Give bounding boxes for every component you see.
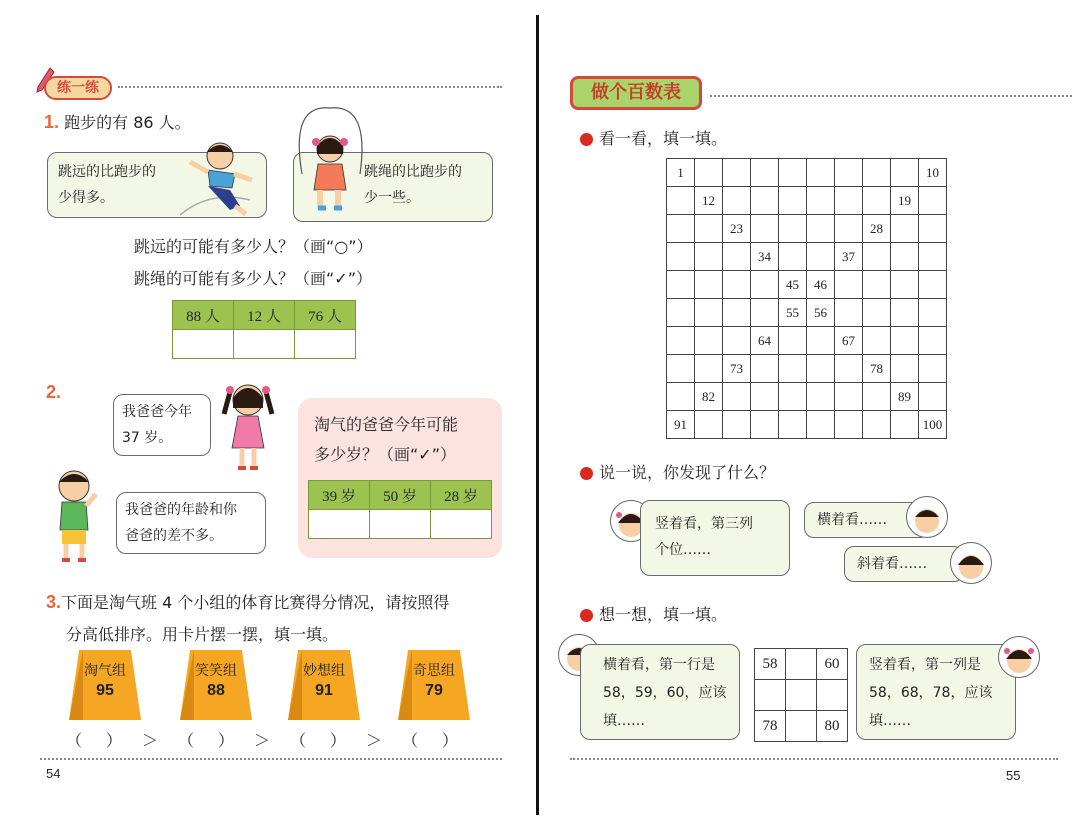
grid-cell: 56	[807, 299, 835, 327]
bubble-line: 我爸爸的年龄和你	[125, 502, 237, 518]
mini-grid-cell: 80	[817, 711, 848, 742]
grid-cell[interactable]	[723, 243, 751, 271]
mini-number-grid	[754, 648, 848, 742]
grid-row	[667, 327, 947, 355]
grid-cell[interactable]	[891, 243, 919, 271]
subheading-text: 看一看，填一填。	[599, 129, 728, 148]
mini-grid-row	[755, 711, 848, 742]
speech-bubble-vertical	[640, 500, 790, 576]
grid-cell[interactable]	[695, 271, 723, 299]
score-card[interactable]	[180, 650, 252, 720]
grid-cell[interactable]	[667, 299, 695, 327]
section-tag: 练一练	[44, 76, 112, 100]
grid-cell[interactable]	[723, 271, 751, 299]
paren-open: （	[178, 731, 195, 750]
grid-row	[667, 215, 947, 243]
mini-grid-cell[interactable]	[817, 680, 848, 711]
grid-cell[interactable]	[919, 383, 947, 411]
card-score: 88	[207, 682, 225, 699]
grid-cell[interactable]	[667, 327, 695, 355]
option-39: 39 岁	[309, 481, 370, 510]
grid-cell[interactable]	[807, 411, 835, 439]
paren-open: （	[290, 731, 307, 750]
subheading-discover	[580, 462, 775, 484]
grid-cell[interactable]	[919, 271, 947, 299]
option-28: 28 岁	[431, 481, 492, 510]
grid-row	[667, 383, 947, 411]
page-title: 做个百数表	[570, 76, 702, 110]
grid-cell[interactable]	[723, 159, 751, 187]
grid-cell[interactable]	[667, 215, 695, 243]
grid-row	[667, 159, 947, 187]
grid-cell[interactable]	[751, 299, 779, 327]
grid-cell[interactable]	[891, 271, 919, 299]
hundred-chart	[666, 158, 947, 439]
bubble-line: 58，59，60，应该	[603, 685, 727, 701]
subheading-look-fill	[580, 128, 727, 150]
grid-cell[interactable]	[863, 327, 891, 355]
grid-row	[667, 187, 947, 215]
subheading-think-fill	[580, 604, 727, 626]
bubble-line: 竖着看，第三列	[655, 516, 753, 532]
greater-than: ＞	[254, 731, 271, 750]
answer-cell[interactable]	[234, 330, 295, 359]
grid-cell: 64	[751, 327, 779, 355]
score-card[interactable]	[398, 650, 470, 720]
grid-cell[interactable]	[695, 299, 723, 327]
grid-cell[interactable]	[779, 187, 807, 215]
grid-cell: 10	[919, 159, 947, 187]
grid-cell[interactable]	[779, 355, 807, 383]
grid-cell[interactable]	[751, 383, 779, 411]
answer-cell[interactable]	[370, 510, 431, 539]
grid-cell[interactable]	[919, 243, 947, 271]
grid-cell[interactable]	[695, 215, 723, 243]
answer-cell[interactable]	[431, 510, 492, 539]
option-12: 12 人	[234, 301, 295, 330]
grid-cell[interactable]	[891, 327, 919, 355]
grid-cell[interactable]	[835, 383, 863, 411]
grid-cell[interactable]	[919, 327, 947, 355]
grid-cell[interactable]	[891, 215, 919, 243]
grid-cell: 19	[891, 187, 919, 215]
grid-cell[interactable]	[779, 159, 807, 187]
paren-open: （	[402, 731, 419, 750]
card-name: 淘气组	[84, 663, 126, 679]
grid-cell[interactable]	[779, 327, 807, 355]
grid-cell[interactable]	[667, 355, 695, 383]
grid-cell: 34	[751, 243, 779, 271]
question-line: 多少岁？（画“✓”）	[314, 445, 456, 464]
paren-close: ）	[218, 731, 235, 750]
grid-cell[interactable]	[695, 243, 723, 271]
card-name: 妙想组	[303, 663, 345, 679]
grid-cell[interactable]	[863, 243, 891, 271]
girl-avatar	[998, 636, 1040, 678]
grid-cell[interactable]	[723, 299, 751, 327]
grid-cell: 82	[695, 383, 723, 411]
question-1	[44, 112, 191, 134]
grid-cell[interactable]	[919, 215, 947, 243]
paren-close: ）	[330, 731, 347, 750]
grid-cell: 100	[919, 411, 947, 439]
question-line: 下面是淘气班 4 个小组的体育比赛得分情况，请按照得	[61, 593, 450, 612]
jumping-boy-illustration	[180, 140, 260, 222]
bubble-line: 爸爸的差不多。	[125, 528, 223, 544]
grid-cell[interactable]	[835, 411, 863, 439]
grid-cell[interactable]	[667, 187, 695, 215]
grid-cell[interactable]	[779, 383, 807, 411]
speech-bubble-girl	[113, 394, 211, 456]
grid-cell[interactable]	[807, 383, 835, 411]
grid-cell: 73	[723, 355, 751, 383]
paren-close: ）	[106, 731, 123, 750]
mini-grid-cell: 60	[817, 649, 848, 680]
mini-grid-cell[interactable]	[786, 680, 817, 711]
grid-cell[interactable]	[695, 159, 723, 187]
grid-cell[interactable]	[779, 411, 807, 439]
question-number: 1.	[44, 112, 60, 132]
bubble-line: 个位……	[655, 542, 711, 558]
grid-cell: 28	[863, 215, 891, 243]
grid-cell: 1	[667, 159, 695, 187]
divider	[40, 758, 502, 760]
bubble-line: 我爸爸今年	[122, 404, 192, 420]
bubble-line: 37 岁。	[122, 430, 173, 446]
mini-grid-row	[755, 649, 848, 680]
grid-cell[interactable]	[779, 243, 807, 271]
grid-cell[interactable]	[779, 215, 807, 243]
grid-cell[interactable]	[835, 299, 863, 327]
bullet-icon	[580, 133, 593, 146]
grid-cell: 78	[863, 355, 891, 383]
bubble-line: 少一些。	[364, 190, 420, 206]
grid-cell[interactable]	[723, 383, 751, 411]
ask-rope: 跳绳的可能有多少人？（画“✓”）	[134, 269, 372, 288]
ask-long-jump: 跳远的可能有多少人？（画“○”）	[134, 237, 373, 256]
question-line: 分高低排序。用卡片摆一摆，填一填。	[66, 625, 339, 644]
bullet-icon	[580, 609, 593, 622]
answer-cell[interactable]	[173, 330, 234, 359]
bubble-line: 少得多。	[58, 190, 114, 206]
card-name: 奇思组	[413, 663, 455, 679]
grid-cell[interactable]	[751, 411, 779, 439]
grid-cell[interactable]	[919, 299, 947, 327]
grid-cell[interactable]	[667, 383, 695, 411]
grid-cell[interactable]	[695, 411, 723, 439]
grid-cell[interactable]	[891, 411, 919, 439]
grid-cell[interactable]	[807, 355, 835, 383]
card-score: 95	[96, 682, 114, 699]
score-card[interactable]	[288, 650, 360, 720]
page-number: 54	[46, 766, 61, 781]
grid-cell[interactable]	[667, 243, 695, 271]
grid-cell[interactable]	[807, 243, 835, 271]
grid-cell[interactable]	[667, 271, 695, 299]
boy-avatar	[906, 496, 948, 538]
grid-row	[667, 355, 947, 383]
subheading-text: 想一想，填一填。	[599, 605, 728, 624]
question-line: 淘气的爸爸今年可能	[314, 415, 459, 434]
grid-cell[interactable]	[891, 355, 919, 383]
grid-cell[interactable]	[891, 159, 919, 187]
grid-cell[interactable]	[835, 187, 863, 215]
speech-bubble-row	[580, 644, 740, 740]
grid-cell[interactable]	[807, 327, 835, 355]
grid-row	[667, 411, 947, 439]
grid-cell[interactable]	[863, 187, 891, 215]
question-text: 跑步的有 86 人。	[64, 113, 191, 132]
left-page	[0, 0, 537, 824]
grid-cell[interactable]	[835, 271, 863, 299]
bubble-line: 竖着看，第一列是	[869, 657, 981, 673]
option-76: 76 人	[295, 301, 356, 330]
grid-cell[interactable]	[863, 383, 891, 411]
mini-grid-cell[interactable]	[786, 649, 817, 680]
grid-cell: 23	[723, 215, 751, 243]
card-score: 91	[315, 682, 333, 699]
greater-than: ＞	[142, 731, 159, 750]
bubble-line: 填……	[869, 713, 911, 729]
grid-cell: 91	[667, 411, 695, 439]
answer-table-q1	[172, 300, 356, 359]
grid-cell[interactable]	[919, 355, 947, 383]
grid-cell[interactable]	[751, 271, 779, 299]
option-50: 50 岁	[370, 481, 431, 510]
grid-cell: 67	[835, 327, 863, 355]
grid-cell[interactable]	[695, 355, 723, 383]
order-line	[66, 728, 486, 750]
grid-row	[667, 271, 947, 299]
grid-cell[interactable]	[891, 299, 919, 327]
grid-cell[interactable]	[807, 159, 835, 187]
bubble-line: 填……	[603, 713, 645, 729]
grid-cell: 37	[835, 243, 863, 271]
mini-grid-cell: 58	[755, 649, 786, 680]
question-3	[46, 586, 516, 651]
divider	[118, 86, 502, 88]
grid-cell[interactable]	[919, 187, 947, 215]
answer-cell[interactable]	[295, 330, 356, 359]
girl-illustration	[218, 378, 278, 474]
girl-avatar	[950, 542, 992, 584]
grid-cell[interactable]	[807, 187, 835, 215]
bubble-line: 横着看，第一行是	[603, 657, 715, 673]
grid-cell[interactable]	[835, 215, 863, 243]
grid-cell[interactable]	[863, 411, 891, 439]
grid-cell: 46	[807, 271, 835, 299]
card-score: 79	[425, 682, 443, 699]
grid-cell[interactable]	[751, 159, 779, 187]
rope-girl-illustration	[290, 104, 370, 222]
card-name: 笑笑组	[195, 663, 237, 679]
grid-cell[interactable]	[835, 159, 863, 187]
subheading-text: 说一说，你发现了什么？	[599, 463, 776, 482]
boy-illustration	[50, 466, 100, 566]
divider	[570, 758, 1058, 760]
grid-cell[interactable]	[863, 299, 891, 327]
bullet-icon	[580, 467, 593, 480]
mini-grid-cell: 78	[755, 711, 786, 742]
bubble-line: 58，68，78，应该	[869, 685, 993, 701]
option-88: 88 人	[173, 301, 234, 330]
grid-cell[interactable]	[723, 411, 751, 439]
bubble-line: 斜着看……	[857, 556, 927, 572]
grid-cell[interactable]	[695, 327, 723, 355]
mini-grid-row	[755, 680, 848, 711]
grid-cell[interactable]	[863, 159, 891, 187]
book-spine	[536, 15, 539, 815]
score-card[interactable]	[69, 650, 141, 720]
divider	[710, 95, 1072, 97]
question-number: 3.	[46, 592, 62, 612]
grid-cell[interactable]	[863, 271, 891, 299]
page-number: 55	[1006, 768, 1021, 783]
bubble-line: 跳远的比跑步的	[58, 164, 156, 180]
grid-cell[interactable]	[723, 327, 751, 355]
grid-cell: 89	[891, 383, 919, 411]
grid-cell: 55	[779, 299, 807, 327]
bubble-line: 跳绳的比跑步的	[364, 164, 462, 180]
grid-cell[interactable]	[807, 215, 835, 243]
speech-bubble-col	[856, 644, 1016, 740]
mini-grid-cell[interactable]	[786, 711, 817, 742]
answer-cell[interactable]	[309, 510, 370, 539]
grid-row	[667, 243, 947, 271]
bubble-line: 横着看……	[817, 512, 887, 528]
grid-cell[interactable]	[751, 355, 779, 383]
speech-bubble-boy	[116, 492, 266, 554]
grid-cell: 45	[779, 271, 807, 299]
paren-close: ）	[442, 731, 459, 750]
paren-open: （	[66, 731, 83, 750]
grid-cell[interactable]	[723, 187, 751, 215]
grid-row	[667, 299, 947, 327]
right-page	[540, 0, 1080, 824]
grid-cell: 12	[695, 187, 723, 215]
grid-cell[interactable]	[835, 355, 863, 383]
question-number: 2.	[46, 382, 62, 402]
speech-bubble-diagonal	[844, 546, 964, 582]
grid-cell[interactable]	[751, 187, 779, 215]
answer-table-q2	[308, 480, 492, 539]
question-box-q2	[298, 398, 502, 558]
mini-grid-cell[interactable]	[755, 680, 786, 711]
grid-cell[interactable]	[751, 215, 779, 243]
greater-than: ＞	[366, 731, 383, 750]
